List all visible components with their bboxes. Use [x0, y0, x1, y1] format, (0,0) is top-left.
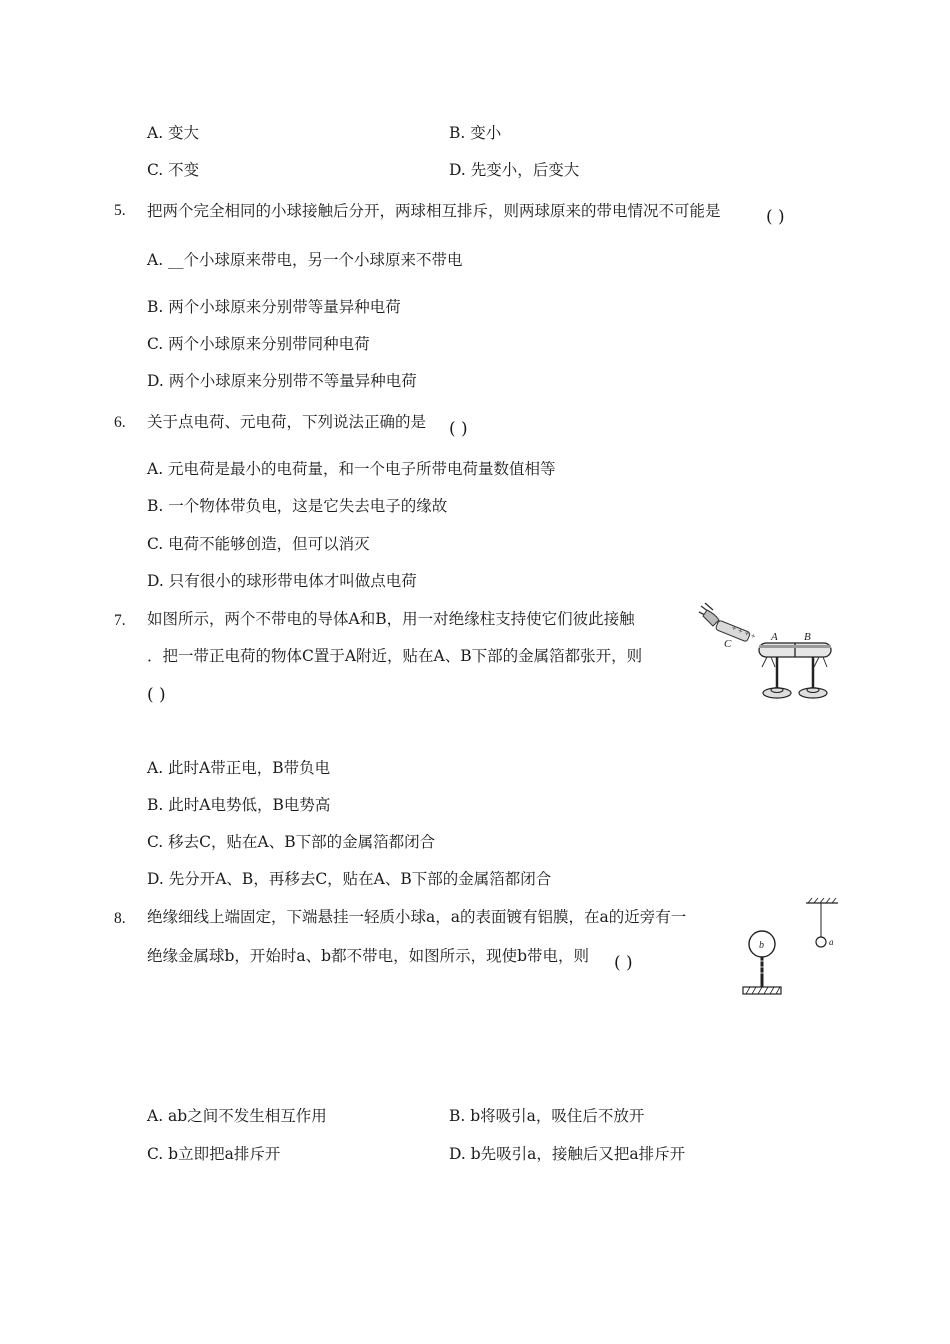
q6-stem: 关于点电荷、元电荷，下列说法正确的是 [147, 413, 427, 431]
q7-option-b: B. 此时A电势低，B电势高 [147, 796, 331, 814]
q4-option-d: D. 先变小，后变大 [449, 161, 580, 179]
q5-option-c: C. 两个小球原来分别带同种电荷 [147, 335, 370, 353]
q4-option-c: C. 不变 [147, 161, 200, 179]
q8-number: 8. [114, 910, 126, 927]
q4-option-b: B. 变小 [449, 124, 502, 142]
q7-option-c: C. 移去C，贴在A、B下部的金属箔都闭合 [147, 833, 436, 851]
q8-stem-line1: 绝缘细线上端固定，下端悬挂一轻质小球a，a的表面镀有铝膜，在a的近旁有一 [147, 908, 687, 926]
q7-stem-line1: 如图所示，两个不带电的导体A和B，用一对绝缘柱支持使它们彼此接触 [147, 610, 635, 628]
q6-option-d: D. 只有很小的球形带电体才叫做点电荷 [147, 572, 417, 590]
q6-answer-paren: ( ) [449, 419, 468, 439]
q7-conductor-figure [695, 600, 840, 705]
q7-stem-line2: ．把一带正电荷的物体C置于A附近，贴在A、B下部的金属箔都张开，则 [147, 647, 643, 665]
q7-option-d: D. 先分开A、B，再移去C，贴在A、B下部的金属箔都闭合 [147, 870, 552, 888]
q8-figure-label-b: b [759, 940, 764, 951]
q8-answer-paren: ( ) [614, 953, 633, 973]
q8-option-b: B. b将吸引a，吸住后不放开 [449, 1107, 645, 1125]
q8-stem-line2: 绝缘金属球b，开始时a、b都不带电，如图所示，现使b带电，则 [147, 947, 590, 965]
q5-number: 5. [114, 202, 126, 219]
q6-option-b: B. 一个物体带负电，这是它失去电子的缘故 [147, 497, 448, 515]
q8-option-c: C. b立即把a排斥开 [147, 1145, 281, 1163]
q8-option-a: A. ab之间不发生相互作用 [147, 1107, 327, 1125]
q5-option-b: B. 两个小球原来分别带等量异种电荷 [147, 298, 401, 316]
q4-option-a: A. 变大 [147, 124, 200, 142]
q8-figure-label-a: a [829, 937, 834, 947]
q5-option-a: A. __个小球原来带电，另一个小球原来不带电 [147, 251, 463, 269]
q7-number: 7. [114, 612, 126, 629]
svg-text:+ + + +: + + + + [730, 624, 757, 641]
q5-answer-paren: ( ) [766, 207, 785, 227]
q8-pendulum-figure [738, 895, 840, 1000]
q7-figure-label-c: C [724, 638, 732, 650]
q7-figure-label-b: B [804, 631, 811, 643]
q7-option-a: A. 此时A带正电，B带负电 [147, 759, 331, 777]
q5-stem: 把两个完全相同的小球接触后分开，两球相互排斥，则两球原来的带电情况不可能是 [147, 202, 721, 220]
q8-option-d: D. b先吸引a，接触后又把a排斥开 [449, 1145, 686, 1163]
q7-figure-label-a: A [771, 631, 778, 643]
q6-option-a: A. 元电荷是最小的电荷量，和一个电子所带电荷量数值相等 [147, 460, 556, 478]
q7-answer-paren: ( ) [147, 685, 166, 705]
q6-number: 6. [114, 414, 126, 431]
q6-option-c: C. 电荷不能够创造，但可以消灭 [147, 535, 370, 553]
q5-option-d: D. 两个小球原来分别带不等量异种电荷 [147, 372, 417, 390]
